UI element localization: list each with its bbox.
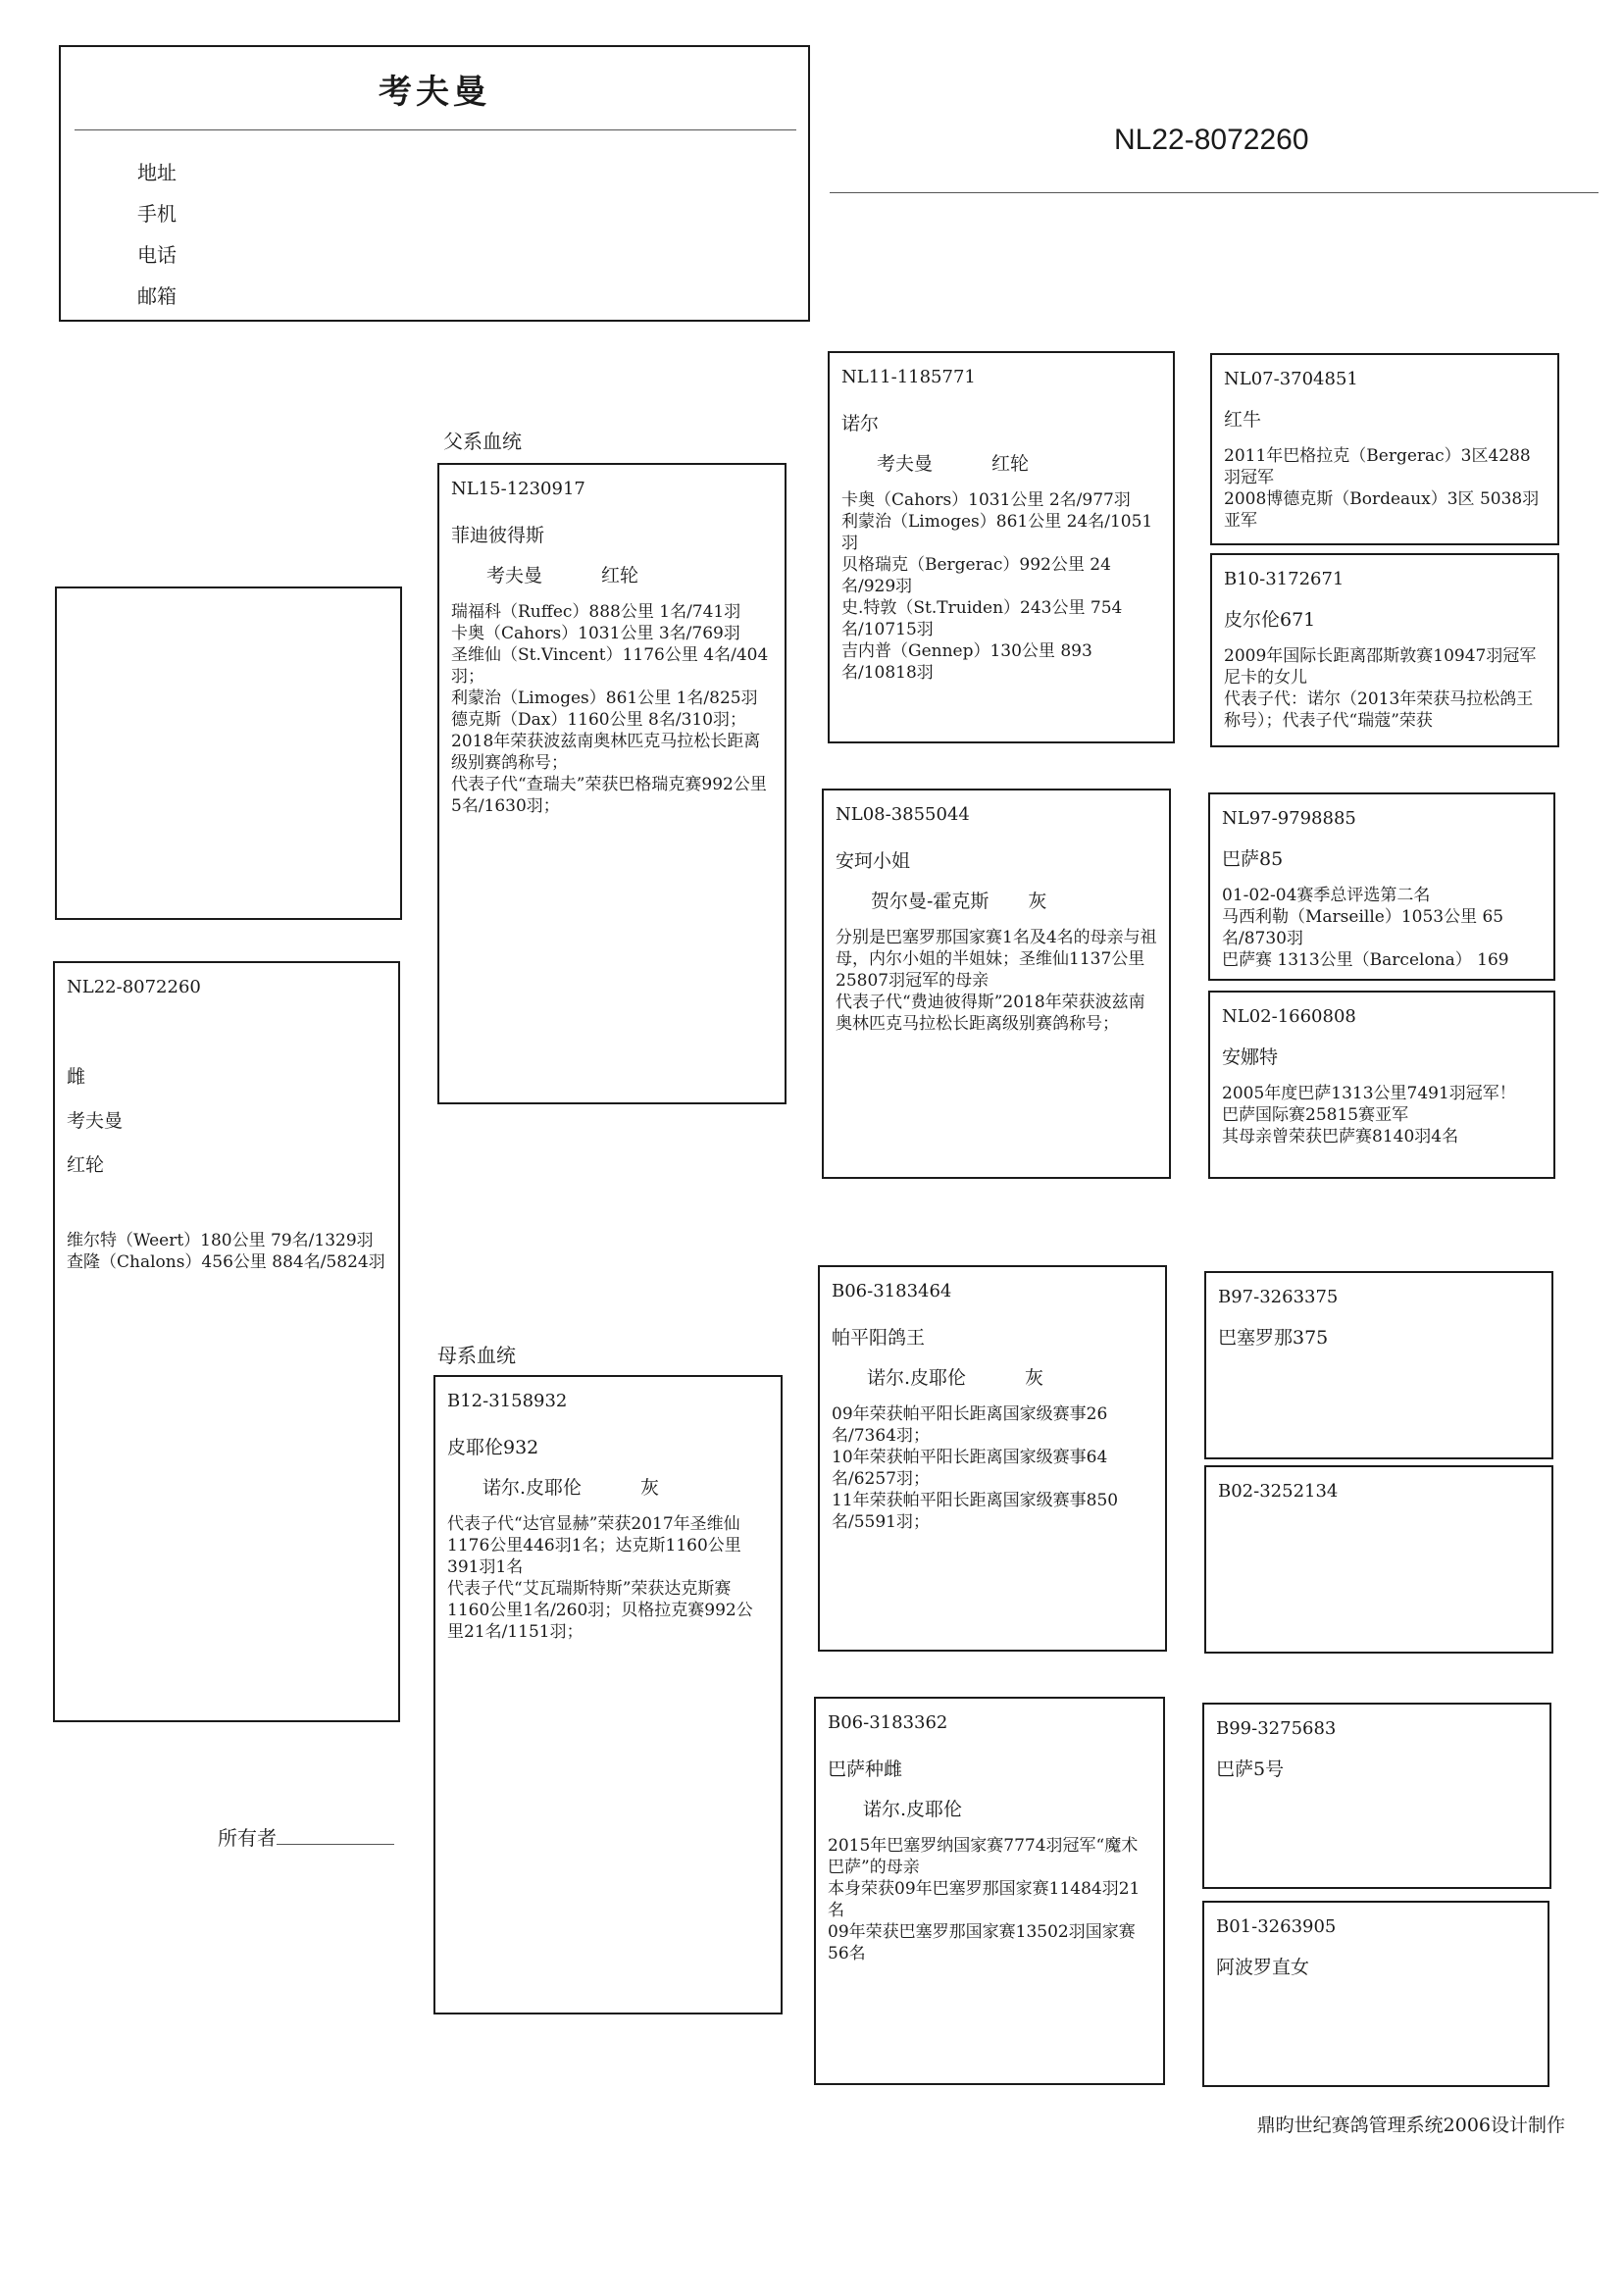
grandparent-name: 帕平阳鸽王 — [832, 1327, 926, 1349]
dam-color: 灰 — [640, 1477, 660, 1499]
sire-note: 瑞福科（Ruffec）888公里 1名/741羽 — [451, 602, 741, 622]
great-grandparent-name: 红牛 — [1224, 409, 1262, 431]
footer-credit: 鼎昀世纪赛鸽管理系统2006设计制作 — [1256, 2115, 1565, 2136]
grandparent-card — [822, 789, 1171, 1179]
great-grandparent-name: 安娜特 — [1222, 1046, 1279, 1068]
grandparent-name: 巴萨种雌 — [828, 1759, 903, 1780]
great-grandparent-name: 巴塞罗那375 — [1218, 1327, 1329, 1349]
grandparent-breeder: 诺尔.皮耶伦 — [863, 1799, 963, 1820]
dam-note: 代表子代“艾瓦瑞斯特斯”荣获达克斯赛1160公里1名/260羽；贝格拉克赛992公里21名/1151羽； — [447, 1579, 753, 1642]
subject-note: 查隆（Chalons）456公里 884名/5824羽 — [67, 1252, 385, 1272]
subject-note: 维尔特（Weert）180公里 79名/1329羽 — [67, 1231, 374, 1250]
header-box — [59, 45, 810, 322]
mobile-label: 手机 — [137, 202, 177, 226]
sire-line-label: 父系血统 — [443, 430, 522, 453]
great-grandparent-card — [1210, 353, 1559, 545]
great-grandparent-ring: NL07-3704851 — [1224, 369, 1358, 389]
address-label: 地址 — [137, 161, 177, 184]
grandparent-note: 09年荣获巴塞罗那国家赛13502羽国家赛56名 — [828, 1922, 1136, 1963]
grandparent-ring: B06-3183464 — [832, 1281, 952, 1301]
great-grandparent-ring: B10-3172671 — [1224, 569, 1345, 589]
great-grandparent-note: 2011年巴格拉克（Bergerac）3区4288羽冠军 — [1224, 446, 1531, 487]
sire-color: 红轮 — [601, 565, 639, 586]
great-grandparent-note: 代表子代：诺尔（2013年荣获马拉松鸽王称号）；代表子代“瑞蔻”荣获 — [1224, 689, 1534, 731]
great-grandparent-card — [1208, 792, 1555, 981]
grandparent-ring: NL11-1185771 — [841, 367, 976, 387]
great-grandparent-ring: B97-3263375 — [1218, 1287, 1339, 1307]
sire-ring: NL15-1230917 — [451, 479, 585, 499]
great-grandparent-ring: B02-3252134 — [1218, 1481, 1339, 1502]
great-grandparent-ring: B99-3275683 — [1216, 1718, 1337, 1739]
grandparent-note: 本身荣获09年巴塞罗那国家赛11484羽21名 — [828, 1879, 1141, 1920]
grandparent-note: 卡奥（Cahors）1031公里 2名/977羽 — [841, 490, 1131, 510]
owner-signature-line — [277, 1844, 394, 1845]
dam-line-label: 母系血统 — [437, 1344, 516, 1367]
great-grandparent-card — [1204, 1271, 1553, 1459]
great-grandparent-note: 2005年度巴萨1313公里7491羽冠军！ — [1222, 1084, 1516, 1103]
grandparent-card — [828, 351, 1175, 743]
grandparent-name: 诺尔 — [841, 413, 880, 434]
header-divider — [75, 129, 796, 130]
grandparent-note: 吉内普（Gennep）130公里 893名/10818羽 — [841, 641, 1092, 683]
header-ring-number: NL22-8072260 — [1114, 124, 1309, 156]
grandparent-note: 分别是巴塞罗那国家赛1名及4名的母亲与祖母，内尔小姐的半姐妹；圣维仙1137公里25807羽冠军的母亲 — [836, 928, 1157, 991]
sire-note: 卡奥（Cahors）1031公里 3名/769羽 — [451, 624, 740, 643]
grandparent-note: 10年荣获帕平阳长距离国家级赛事64名/6257羽； — [832, 1448, 1108, 1489]
loft-title: 考夫曼 — [379, 73, 490, 112]
great-grandparent-ring: NL02-1660808 — [1222, 1006, 1356, 1027]
grandparent-name: 安珂小姐 — [836, 850, 911, 872]
grandparent-color: 灰 — [1025, 1367, 1044, 1389]
grandparent-card — [814, 1697, 1165, 2085]
grandparent-card — [818, 1265, 1167, 1652]
grandparent-note: 11年荣获帕平阳长距离国家级赛事850名/5591羽； — [832, 1491, 1119, 1532]
dam-name: 皮耶伦932 — [447, 1437, 539, 1458]
great-grandparent-note: 01-02-04赛季总评选第二名 — [1222, 886, 1431, 905]
grandparent-note: 利蒙治（Limoges）861公里 24名/1051羽 — [841, 512, 1153, 553]
grandparent-note: 贝格瑞克（Bergerac）992公里 24名/929羽 — [841, 555, 1111, 596]
header-ring-divider — [830, 192, 1599, 193]
email-label: 邮箱 — [137, 284, 177, 308]
grandparent-breeder: 考夫曼 — [877, 453, 934, 475]
great-grandparent-card — [1202, 1703, 1551, 1889]
great-grandparent-ring: B01-3263905 — [1216, 1916, 1337, 1937]
great-grandparent-card — [1210, 553, 1559, 747]
sire-name: 菲迪彼得斯 — [451, 525, 545, 546]
great-grandparent-name: 阿波罗直女 — [1216, 1957, 1310, 1978]
grandparent-note: 史.特敦（St.Truiden）243公里 754名/10715羽 — [841, 598, 1123, 639]
dam-ring: B12-3158932 — [447, 1391, 568, 1411]
sire-note: 德克斯（Dax）1160公里 8名/310羽； — [451, 710, 747, 730]
subject-card — [53, 961, 400, 1722]
grandparent-note: 代表子代“费迪彼得斯”2018年荣获波兹南奥林匹克马拉松长距离级别赛鸽称号； — [836, 993, 1145, 1034]
sire-note: 圣维仙（St.Vincent）1176公里 4名/404羽； — [451, 645, 769, 687]
great-grandparent-card — [1202, 1901, 1549, 2087]
grandparent-note: 2015年巴塞罗纳国家赛7774羽冠军“魔术巴萨”的母亲 — [828, 1836, 1139, 1877]
subject-breeder: 考夫曼 — [67, 1110, 124, 1132]
grandparent-ring: B06-3183362 — [828, 1712, 948, 1733]
grandparent-note: 09年荣获帕平阳长距离国家级赛事26名/7364羽； — [832, 1404, 1108, 1446]
sire-card — [437, 463, 787, 1104]
subject-ring: NL22-8072260 — [67, 977, 201, 997]
great-grandparent-note: 其母亲曾荣获巴萨赛8140羽4名 — [1222, 1127, 1459, 1147]
dam-card — [433, 1375, 783, 2014]
sire-breeder: 考夫曼 — [486, 565, 543, 586]
great-grandparent-note: 巴萨赛 1313公里（Barcelona） 169 — [1222, 950, 1509, 970]
great-grandparent-ring: NL97-9798885 — [1222, 808, 1356, 829]
owner-label: 所有者 — [218, 1826, 277, 1850]
grandparent-breeder: 贺尔曼-霍克斯 — [871, 891, 990, 912]
sire-note: 利蒙治（Limoges）861公里 1名/825羽 — [451, 688, 758, 708]
great-grandparent-note: 2008博德克斯（Bordeaux）3区 5038羽 亚军 — [1224, 489, 1540, 531]
dam-breeder: 诺尔.皮耶伦 — [482, 1477, 583, 1499]
great-grandparent-note: 巴萨国际赛25815赛亚军 — [1222, 1105, 1409, 1125]
great-grandparent-name: 皮尔伦671 — [1224, 609, 1316, 631]
sire-note: 2018年荣获波兹南奥林匹克马拉松长距离级别赛鸽称号； — [451, 732, 761, 773]
dam-note: 代表子代“达官显赫”荣获2017年圣维仙1176公里446羽1名；达克斯1160公里391羽1名 — [447, 1514, 741, 1577]
grandparent-color: 灰 — [1028, 891, 1047, 912]
sire-note: 代表子代“查瑞夫”荣获巴格瑞克赛992公里5名/1630羽； — [451, 775, 767, 816]
subject-sex: 雌 — [67, 1066, 86, 1088]
great-grandparent-name: 巴萨85 — [1222, 848, 1284, 870]
great-grandparent-note: 2009年国际长距离邵斯敦赛10947羽冠军尼卡的女儿 — [1224, 646, 1537, 688]
subject-color: 红轮 — [67, 1154, 105, 1176]
phone-label: 电话 — [137, 243, 177, 267]
grandparent-color: 红轮 — [991, 453, 1030, 475]
grandparent-ring: NL08-3855044 — [836, 804, 970, 825]
grandparent-breeder: 诺尔.皮耶伦 — [867, 1367, 967, 1389]
great-grandparent-note: 马西利勒（Marseille）1053公里 65名/8730羽 — [1222, 907, 1504, 948]
photo-frame — [55, 586, 402, 920]
great-grandparent-card — [1204, 1465, 1553, 1654]
great-grandparent-name: 巴萨5号 — [1216, 1759, 1285, 1780]
great-grandparent-card — [1208, 991, 1555, 1179]
